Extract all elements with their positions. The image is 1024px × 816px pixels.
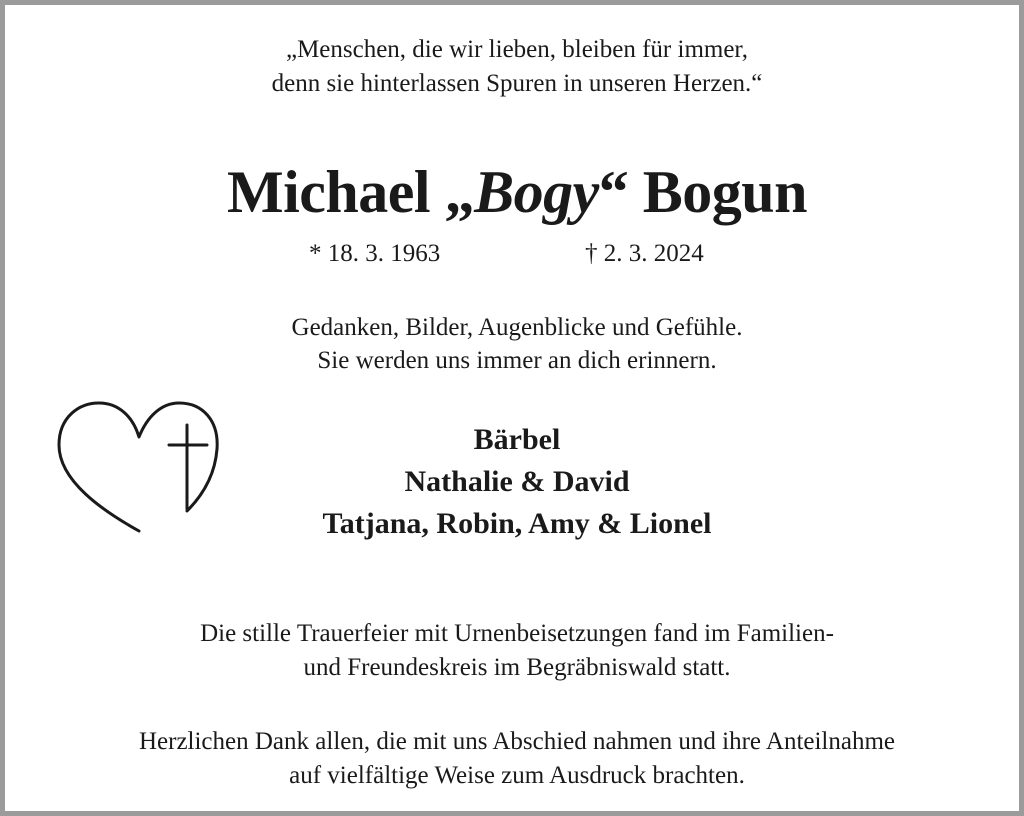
notice-line-2: und Freundeskreis im Begräbniswald statt. [303, 654, 731, 681]
quote-line-1: „Menschen, die wir lieben, bleiben für immer, [285, 36, 749, 63]
notice-line-1: Die stille Trauerfeier mit Urnenbeisetzungen fand im Familien- [200, 620, 834, 647]
nickname-open-quote: „ [444, 159, 475, 225]
nickname-close-quote: “ [598, 159, 629, 225]
first-name: Michael [226, 159, 431, 225]
death-date: † 2. 3. 2024 [585, 240, 704, 267]
deceased-name [5, 157, 1024, 227]
family-line-1: Bärbel [473, 423, 561, 456]
thanks-line-1: Herzlichen Dank allen, die mit uns Abschied nahmen und ihre Anteilnahme [138, 728, 896, 755]
birth-date: * 18. 3. 1963 [309, 240, 441, 267]
nickname: Bogy [474, 159, 599, 225]
thanks-line-2: auf vielfältige Weise zum Ausdruck brachten. [289, 762, 745, 789]
quote-line-2: denn sie hinterlassen Spuren in unseren Herzen.“ [271, 70, 763, 97]
family-line-3: Tatjana, Robin, Amy & Lionel [322, 507, 712, 540]
last-name: Bogun [642, 159, 808, 225]
verse-line-1: Gedanken, Bilder, Augenblicke und Gefühle. [291, 314, 743, 341]
family-line-2: Nathalie & David [404, 465, 630, 498]
verse-line-2: Sie werden uns immer an dich erinnern. [317, 347, 717, 374]
